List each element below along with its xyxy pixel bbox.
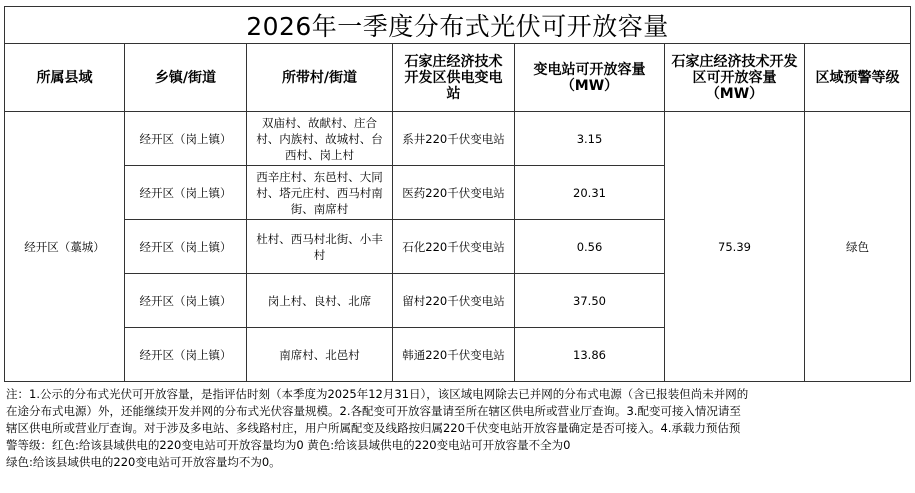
header-village: 所带村/街道 <box>247 44 393 112</box>
header-capacity: 变电站可开放容量（MW） <box>515 44 665 112</box>
footnote-line: 绿色:给该县域供电的220变电站可开放容量均不为0。 <box>6 455 281 469</box>
capacity-cell: 3.15 <box>515 112 665 166</box>
village-cell: 岗上村、良村、北席 <box>247 274 393 328</box>
header-zone-capacity: 石家庄经济技术开发区可开放容量（MW） <box>665 44 805 112</box>
village-cell: 杜村、西马村北街、小丰村 <box>247 220 393 274</box>
zone-capacity-cell: 75.39 <box>665 112 805 382</box>
capacity-cell: 13.86 <box>515 328 665 382</box>
footnote-line: 注：1.公示的分布式光伏可开放容量，是指评估时刻（本季度为2025年12月31日），该区域电网除去已并网的分布式电源（含已报装但尚未并网的 <box>6 387 749 401</box>
substation-cell: 留村220千伏变电站 <box>393 274 515 328</box>
header-row <box>5 44 911 112</box>
table-row <box>5 112 911 166</box>
town-cell: 经开区（岗上镇） <box>125 166 247 220</box>
town-cell: 经开区（岗上镇） <box>125 112 247 166</box>
town-cell: 经开区（岗上镇） <box>125 220 247 274</box>
capacity-cell: 20.31 <box>515 166 665 220</box>
substation-cell: 韩通220千伏变电站 <box>393 328 515 382</box>
warning-level-cell: 绿色 <box>805 112 911 382</box>
town-cell: 经开区（岗上镇） <box>125 274 247 328</box>
table-title: 2026年一季度分布式光伏可开放容量 <box>5 7 911 44</box>
town-cell: 经开区（岗上镇） <box>125 328 247 382</box>
substation-cell: 系井220千伏变电站 <box>393 112 515 166</box>
capacity-cell: 37.50 <box>515 274 665 328</box>
village-cell: 西辛庄村、东邑村、大同村、塔元庄村、西马村南街、南席村 <box>247 166 393 220</box>
footnote-line: 警等级：红色:给该县域供电的220变电站可开放容量均为0 黄色:给该县域供电的220变电站可开放容量不全为0 <box>6 438 571 452</box>
header-warning: 区域预警等级 <box>805 44 911 112</box>
substation-cell: 医药220千伏变电站 <box>393 166 515 220</box>
capacity-table <box>4 6 911 382</box>
county-cell: 经开区（藁城） <box>5 112 125 382</box>
header-town: 乡镇/街道 <box>125 44 247 112</box>
footnote-line: 辖区供电所或营业厅查询。对于涉及多电站、多线路村庄，用户所属配变及线路按归属220千伏变电站开放容量确定是否可接入。4.承载力预估预 <box>6 421 741 435</box>
header-county: 所属县域 <box>5 44 125 112</box>
village-cell: 南席村、北邑村 <box>247 328 393 382</box>
footnote <box>6 386 908 471</box>
capacity-cell: 0.56 <box>515 220 665 274</box>
village-cell: 双庙村、故献村、庄合村、内族村、故城村、台西村、岗上村 <box>247 112 393 166</box>
header-substation: 石家庄经济技术开发区供电变电站 <box>393 44 515 112</box>
substation-cell: 石化220千伏变电站 <box>393 220 515 274</box>
footnote-line: 在途分布式电源）外，还能继续开发并网的分布式光伏容量规模。2.各配变可开放容量请至所在辖区供电所或营业厅查询。3.配变可接入情况请至 <box>6 404 741 418</box>
capacity-sheet <box>4 6 910 382</box>
